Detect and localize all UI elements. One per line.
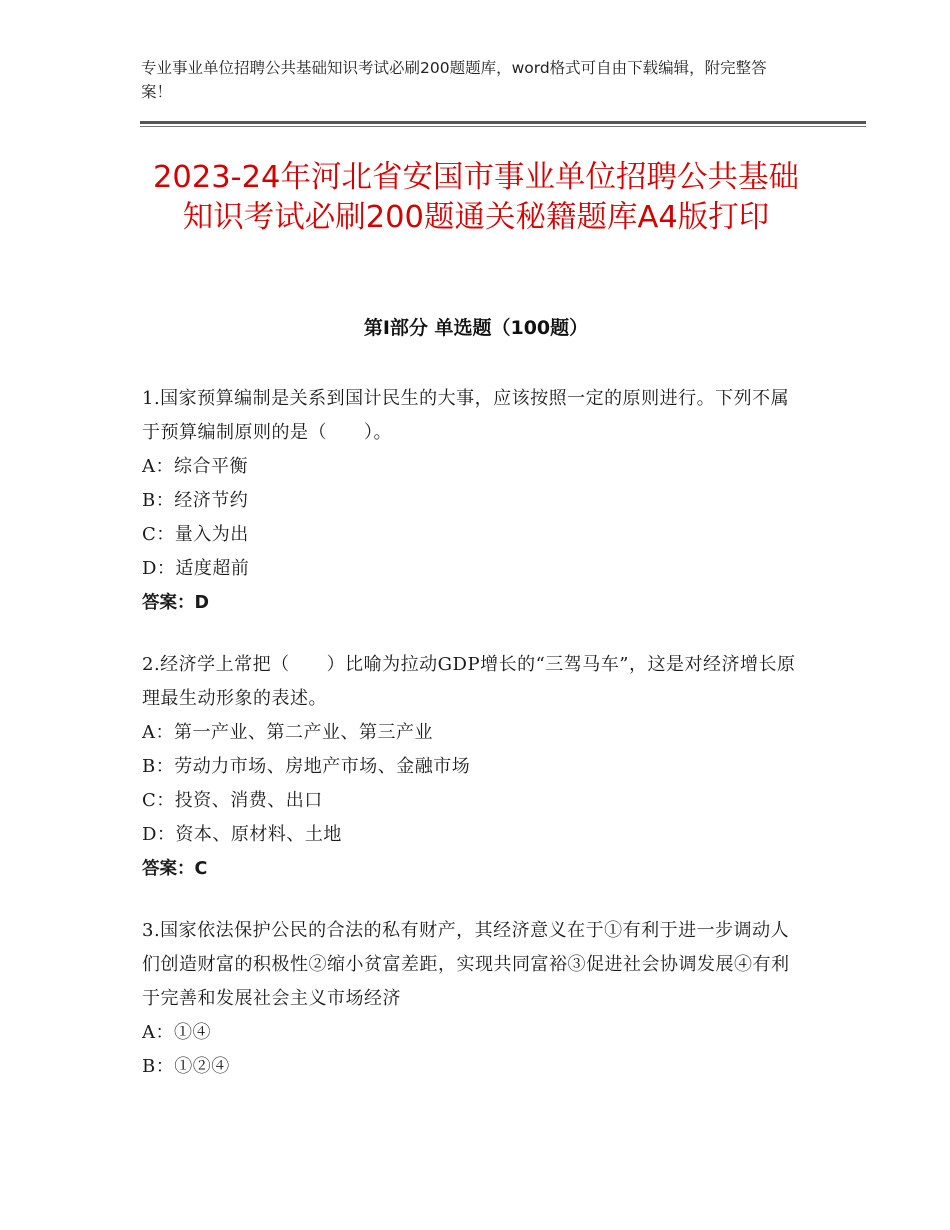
question-2 [142, 648, 802, 886]
section-title: 第Ⅰ部分 单选题（100题） [363, 317, 589, 339]
option-c: C：投资、消费、出口 [142, 790, 323, 811]
option-b: B：经济节约 [142, 490, 249, 511]
question-list [142, 382, 802, 1112]
answer: 答案：D [142, 593, 210, 613]
question-1 [142, 382, 802, 620]
option-a: A：第一产业、第二产业、第三产业 [142, 722, 433, 743]
option-a: A：综合平衡 [142, 456, 248, 477]
header-divider-thick [140, 121, 866, 124]
option-d: D：资本、原材料、土地 [142, 824, 342, 845]
question-stem: 3.国家依法保护公民的合法的私有财产，其经济意义在于①有利于进一步调动人们创造财富的积极性②缩小贫富差距，实现共同富裕③促进社会协调发展④有利于完善和发展社会主义市场经济 [142, 920, 790, 1009]
option-b: B：劳动力市场、房地产市场、金融市场 [142, 756, 471, 777]
option-a: A：①④ [142, 1022, 211, 1043]
option-c: C：量入为出 [142, 524, 249, 545]
answer: 答案：C [142, 859, 208, 879]
question-stem: 1.国家预算编制是关系到国计民生的大事，应该按照一定的原则进行。下列不属于预算编制原则的是（ ）。 [142, 388, 790, 443]
question-stem: 2.经济学上常把（ ）比喻为拉动GDP增长的“三驾马车”，这是对经济增长原理最生动形象的表述。 [142, 654, 796, 709]
header-note: 专业事业单位招聘公共基础知识考试必刷200题题库，word格式可自由下载编辑，附完整答案！ [141, 59, 767, 101]
header-divider [140, 121, 866, 127]
document-title: 2023-24年河北省安国市事业单位招聘公共基础知识考试必刷200题通关秘籍题库A4版打印 [153, 160, 799, 235]
option-b: B：①②④ [142, 1056, 230, 1077]
option-d: D：适度超前 [142, 558, 250, 579]
header-divider-thin [140, 126, 866, 127]
question-3 [142, 914, 802, 1084]
